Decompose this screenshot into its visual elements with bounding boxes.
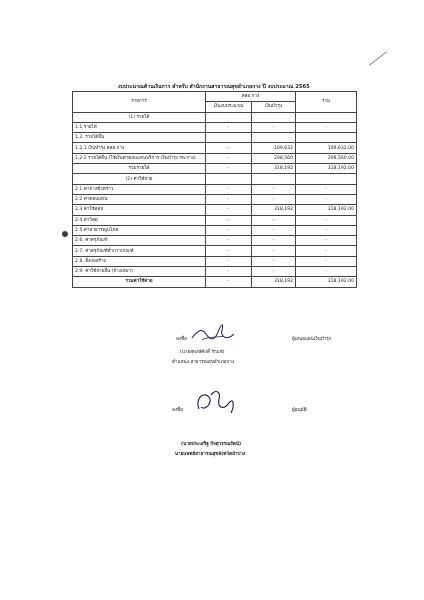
row-col-a: - xyxy=(206,215,252,225)
row-label: 2.8. สิ่งก่อสร้าง xyxy=(73,256,206,266)
approver-position: นายแพทย์สาธารณสุขจังหวัดลำปาง xyxy=(175,452,246,457)
table-row xyxy=(73,256,357,266)
proposer-role: ผู้เสนอแผนเงินบำรุง xyxy=(292,337,331,342)
row-label: รวมค่าใช้จ่าย xyxy=(73,277,206,287)
row-label: รวมรายได้ xyxy=(73,164,206,174)
header-col-b: เงินบำรุง xyxy=(252,102,296,112)
row-col-a xyxy=(206,133,252,143)
row-col-a: - xyxy=(206,153,252,163)
row-label: 2.5 ค่าสาธารณูปโภค xyxy=(73,225,206,235)
table-row xyxy=(73,215,357,225)
row-col-b: 208,560 xyxy=(252,153,296,163)
row-col-b: 318,192 xyxy=(252,164,296,174)
row-label: 2.7. ค่าครุภัณฑ์ต่ำกว่าเกณฑ์ xyxy=(73,246,206,256)
row-label: (2) ค่าใช้จ่าย xyxy=(73,174,206,184)
table-row xyxy=(73,205,357,215)
row-col-a: - xyxy=(206,225,252,235)
sign-prefix-2: ลงชื่อ xyxy=(172,408,183,413)
row-label: 2.2 ค่าตอบแทน xyxy=(73,194,206,204)
approver-name: (นายประเสริฐ กิจสุวรรณรัตน์) xyxy=(181,442,242,447)
row-total: - xyxy=(296,184,357,194)
row-col-b xyxy=(252,174,296,184)
table-row xyxy=(73,246,357,256)
row-col-a: - xyxy=(206,194,252,204)
row-col-a: - xyxy=(206,236,252,246)
row-col-a: - xyxy=(206,205,252,215)
row-total: 318,192.00 xyxy=(296,164,357,174)
row-total: - xyxy=(296,267,357,277)
header-col-a: เงินงบประมาณ xyxy=(206,102,252,112)
row-col-b: 318,192 xyxy=(252,277,296,287)
row-label: (1) รายได้ xyxy=(73,112,206,122)
row-col-a: - xyxy=(206,184,252,194)
table-body xyxy=(73,112,357,287)
row-col-b: - xyxy=(252,256,296,266)
signature-2 xyxy=(193,385,239,419)
row-col-b: - xyxy=(252,236,296,246)
approver-role: ผู้อนุมัติ xyxy=(292,408,307,413)
row-total: - xyxy=(296,246,357,256)
document-title: งบประมาณด้านเงินการ สำหรับ สำนักงานสาธารณสุขอำเภอกาง ปี งบประมาณ 2565 xyxy=(118,84,310,90)
row-label: 1.2.1 เงินบำรุง สสอ.กาง xyxy=(73,143,206,153)
row-col-b: - xyxy=(252,267,296,277)
row-col-a: - xyxy=(206,143,252,153)
table-row xyxy=(73,133,357,143)
table-row xyxy=(73,153,357,163)
table-row xyxy=(73,194,357,204)
row-col-b: - xyxy=(252,246,296,256)
row-col-b: - xyxy=(252,184,296,194)
row-total: - xyxy=(296,122,357,132)
signature-1 xyxy=(188,318,238,346)
row-label: 2.1 ค่าจ้างชั่วคราว xyxy=(73,184,206,194)
table-row xyxy=(73,122,357,132)
row-total: - xyxy=(296,194,357,204)
row-label: 2.6. ค่าครุภัณฑ์ xyxy=(73,236,206,246)
row-col-a: - xyxy=(206,122,252,132)
row-col-b: 109,632 xyxy=(252,143,296,153)
table-row xyxy=(73,267,357,277)
row-total xyxy=(296,174,357,184)
row-col-a: - xyxy=(206,164,252,174)
table-row xyxy=(73,225,357,235)
row-col-a: - xyxy=(206,256,252,266)
sign-prefix-1: ลงชื่อ xyxy=(176,337,187,342)
row-col-b xyxy=(252,112,296,122)
row-total: - xyxy=(296,215,357,225)
table-row xyxy=(73,236,357,246)
row-label: 2.3 ค่าใช้สอย xyxy=(73,205,206,215)
row-col-b: - xyxy=(252,215,296,225)
row-total: 109,632.00 xyxy=(296,143,357,153)
row-col-b: - xyxy=(252,194,296,204)
row-col-b: - xyxy=(252,122,296,132)
table-row xyxy=(73,164,357,174)
row-total: 318,192.00 xyxy=(296,205,357,215)
header-group: สสอ.กาง xyxy=(206,92,296,102)
row-col-a: - xyxy=(206,267,252,277)
row-total: - xyxy=(296,256,357,266)
row-col-a xyxy=(206,174,252,184)
row-label: 1.2.2 รายได้อื่น (ใช้เงินค่าตอบแทนบริการ เงินบำรุง รพ.กาง) xyxy=(73,153,206,163)
punch-hole xyxy=(62,231,68,237)
table-row xyxy=(73,112,357,122)
row-col-a xyxy=(206,112,252,122)
row-total: 318,192.00 xyxy=(296,277,357,287)
table-row xyxy=(73,143,357,153)
budget-table xyxy=(72,91,357,288)
row-total: - xyxy=(296,236,357,246)
row-label: 1.2. รายได้อื่น xyxy=(73,133,206,143)
row-col-b: - xyxy=(252,225,296,235)
row-total xyxy=(296,133,357,143)
table-row xyxy=(73,277,357,287)
row-total: - xyxy=(296,225,357,235)
row-col-a: - xyxy=(206,277,252,287)
header-item: รายการ xyxy=(73,92,206,113)
row-total: 208,560.00 xyxy=(296,153,357,163)
row-col-a: - xyxy=(206,246,252,256)
header-total: รวม xyxy=(296,92,357,113)
row-col-b: 318,192 xyxy=(252,205,296,215)
row-label: 2.4 ค่าวัสดุ xyxy=(73,215,206,225)
scan-mark xyxy=(369,51,387,65)
proposer-name: (นายสุพงษ์ศักดิ์ รักแช่) xyxy=(180,350,225,355)
row-total xyxy=(296,112,357,122)
table-row xyxy=(73,184,357,194)
proposer-position: ตำแหน่ง สาธารณสุขอำเภอกาง xyxy=(172,360,235,365)
row-col-b xyxy=(252,133,296,143)
row-label: 2.9. ค่าใช้จ่ายอื่น (จ้างเหมา) xyxy=(73,267,206,277)
row-label: 1.1 รายได้ xyxy=(73,122,206,132)
table-row xyxy=(73,174,357,184)
